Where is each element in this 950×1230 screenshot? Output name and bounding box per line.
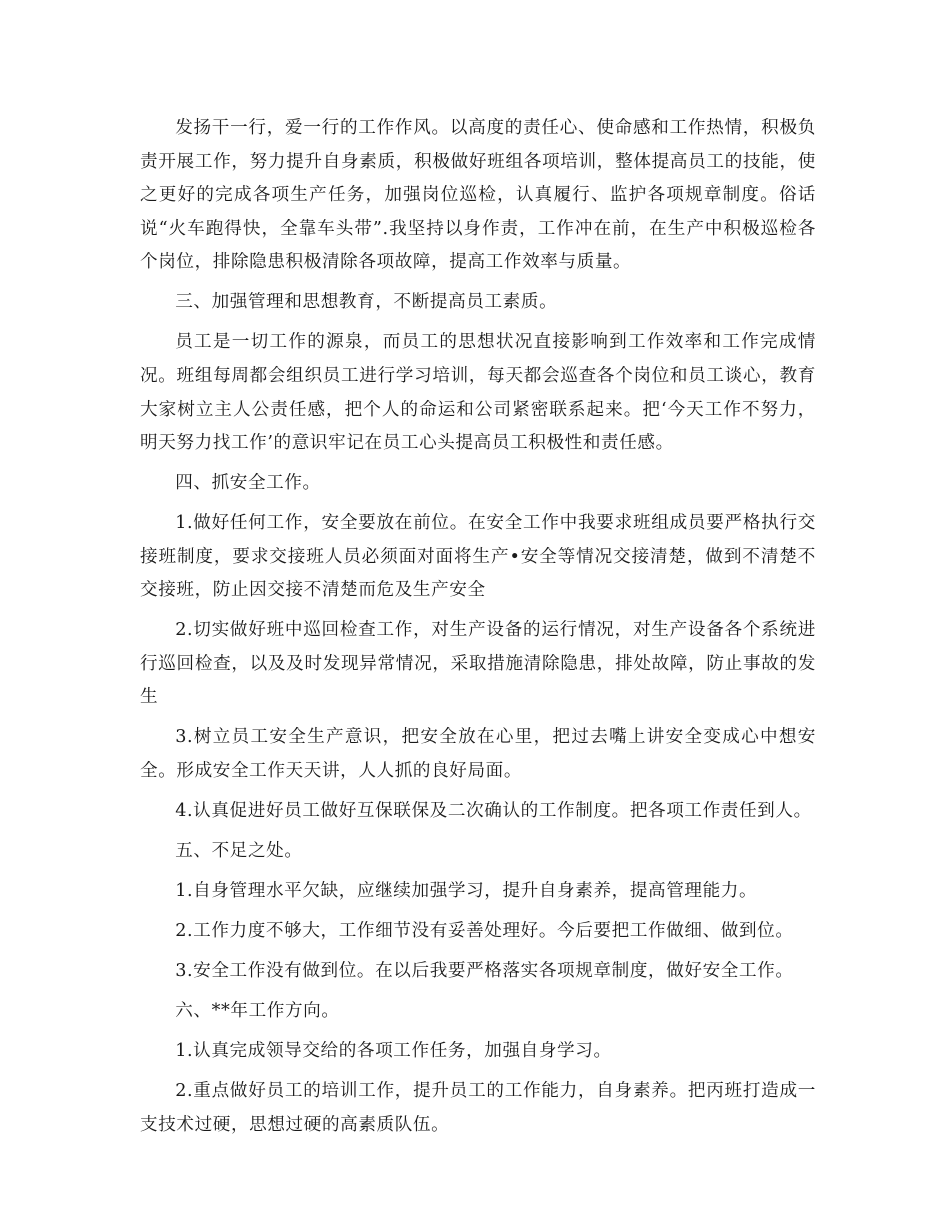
heading-section-five: 五、不足之处。 <box>175 841 303 861</box>
paragraph-staff-education: 员工是一切工作的源泉，而员工的思想状况直接影响到工作效率和工作完成情况。班组每周都会组织员工进行学习培训，每天都会巡查各个岗位和员工谈心，教育大家树立主人公责任感，把个人的命运和公司紧密联系起来。把‘今天工作不努力，明天努力找工作’的意识牢记在员工心头提高员工积极性和责任感。 <box>140 332 816 454</box>
paragraph-direction-1: 1.认真完成领导交给的各项工作任务，加强自身学习。 <box>175 1040 612 1061</box>
paragraph-safety-4: 4.认真促进好员工做好互保联保及二次确认的工作制度。把各项工作责任到人。 <box>175 801 812 822</box>
paragraph-direction-2: 2.重点做好员工的培训工作，提升员工的工作能力，自身素养。把丙班打造成一支技术过硬，思想过硬的高素质队伍。 <box>140 1080 816 1135</box>
paragraph-safety-1: 1.做好任何工作，安全要放在前位。在安全工作中我要求班组成员要严格执行交接班制度，要求交接班人员必须面对面将生产•安全等情况交接清楚，做到不清楚不交接班，防止因交接不清楚而危及生产安全 <box>140 513 816 601</box>
heading-section-six: 六、**年工作方向。 <box>175 1000 340 1021</box>
paragraph-shortcoming-1: 1.自身管理水平欠缺，应继续加强学习，提升自身素养，提高管理能力。 <box>175 880 758 901</box>
paragraph-safety-2: 2.切实做好班中巡回检查工作，对生产设备的运行情况，对生产设备各个系统进行巡回检查，以及及时发现异常情况，采取措施清除隐患，排处故障，防止事故的发生 <box>140 620 816 708</box>
paragraph-shortcoming-2: 2.工作力度不够大，工作细节没有妥善处理好。今后要把工作做细、做到位。 <box>175 920 794 941</box>
paragraph-shortcoming-3: 3.安全工作没有做到位。在以后我要严格落实各项规章制度，做好安全工作。 <box>175 960 794 981</box>
document-body <box>140 112 816 1148</box>
paragraph-safety-3: 3.树立员工安全生产意识，把安全放在心里，把过去嘴上讲安全变成心中想安全。形成安全工作天天讲，人人抓的良好局面。 <box>140 727 816 782</box>
paragraph-work-style: 发扬干一行，爱一行的工作作风。以高度的责任心、使命感和工作热情，积极负责开展工作，努力提升自身素质，积极做好班组各项培训，整体提高员工的技能，使之更好的完成各项生产任务，加强岗位巡检，认真履行、监护各项规章制度。俗话说“火车跑得快，全靠车头带”.我坚持以身作责，工作冲在前，在生产中积极巡检各个岗位，排除隐患积极清除各项故障，提高工作效率与质量。 <box>140 118 816 273</box>
heading-section-three: 三、加强管理和思想教育，不断提高员工素质。 <box>175 292 558 313</box>
heading-section-four: 四、抓安全工作。 <box>175 473 321 494</box>
